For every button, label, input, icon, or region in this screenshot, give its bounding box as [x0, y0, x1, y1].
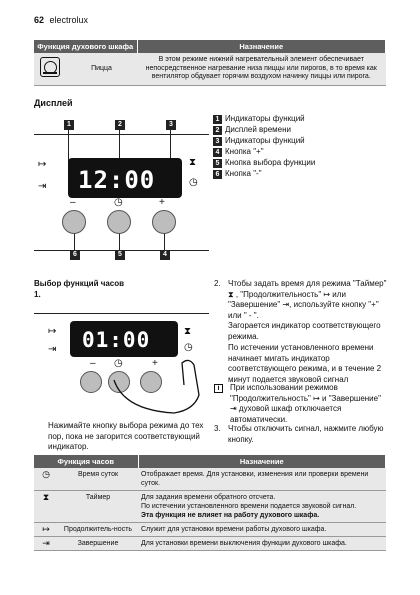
- minus-button[interactable]: [62, 210, 86, 234]
- timer-icon: ⧗: [34, 491, 58, 523]
- clock-function-table: [34, 455, 386, 551]
- step2-sub2: По истечении установленного времени начинает мигать индикатор соответствующего режима, и в течение 2 минут подается звуковой сигнал: [228, 343, 382, 384]
- function-select-button[interactable]: [107, 210, 131, 234]
- plus-button[interactable]: [152, 210, 176, 234]
- table-row: ⇥ Завершение Для установки времени выключения функции духового шкафа.: [34, 537, 386, 551]
- list-item: 2 Дисплей времени: [213, 125, 315, 135]
- table2-header-purpose: Назначение: [138, 455, 386, 468]
- callout-6: 6: [70, 250, 80, 260]
- pizza-icon: [40, 57, 60, 77]
- page-header: [34, 15, 88, 25]
- display-panel-diagram: [34, 112, 209, 262]
- step3-number: 3.: [214, 424, 221, 433]
- table2-header-function: Функция часов: [34, 455, 138, 468]
- clock-section-title: Выбор функций часов: [34, 279, 125, 288]
- clock-icon: ◷: [189, 177, 198, 188]
- duration-icon: ↦: [38, 159, 47, 170]
- list-item: 6 Кнопка "-": [213, 169, 315, 179]
- clock-select-icon: ◷: [114, 358, 123, 369]
- clock-select-icon: ◷: [114, 197, 123, 208]
- table-row: ◷ Время суток Отображает время. Для установки, изменения или проверки времени суток.: [34, 468, 386, 491]
- list-item: 4 Кнопка "+": [213, 147, 315, 157]
- timer-icon: ⧗: [189, 157, 197, 168]
- list-item: 1 Индикаторы функций: [213, 114, 315, 124]
- display-section-title: Дисплей: [34, 98, 73, 108]
- step2-number: 2.: [214, 279, 221, 288]
- page-number: 62: [34, 15, 45, 25]
- list-item: 3 Индикаторы функций: [213, 136, 315, 146]
- callout-1: 1: [64, 120, 74, 130]
- step2-text: Чтобы задать время для режима "Таймер" ⧗ , "Продолжительность" ↦ или "Завершение" ⇥, используйте кнопку "+" или " - ".: [228, 279, 387, 320]
- callout-3: 3: [166, 120, 176, 130]
- info-icon: i: [214, 383, 223, 394]
- time-display: [68, 158, 182, 198]
- plus-icon: +: [152, 358, 158, 369]
- clock-panel-diagram: [34, 305, 209, 415]
- callout-4: 4: [160, 250, 170, 260]
- callout-2: 2: [115, 120, 125, 130]
- timer-icon: ⧗: [184, 326, 192, 337]
- end-time-icon: ⇥: [48, 344, 57, 355]
- table-row: [34, 53, 386, 85]
- step1-caption: Нажимайте кнопку выбора режима до тех пор, пока не загорится соответствующий индикатор.: [48, 421, 204, 451]
- table1-header-function: Функция духового шкафа: [34, 40, 137, 53]
- display-legend: [213, 114, 315, 180]
- step3-text: Чтобы отключить сигнал, нажмите любую кнопку.: [228, 424, 384, 444]
- plus-icon: +: [159, 197, 165, 208]
- end-time-icon: ⇥: [34, 537, 58, 551]
- end-time-icon: ⇥: [38, 181, 47, 192]
- list-item: 5 Кнопка выбора функции: [213, 158, 315, 168]
- clock-display-value: 01:00: [82, 328, 151, 352]
- pizza-function-name: Пицца: [66, 53, 137, 85]
- clock-time-display: [70, 321, 178, 357]
- table1-header-purpose: Назначение: [137, 40, 386, 53]
- minus-icon: –: [90, 358, 96, 369]
- minus-icon: –: [70, 197, 76, 208]
- duration-icon: ↦: [48, 326, 57, 337]
- clock-icon: ◷: [184, 342, 193, 353]
- brand-name: electrolux: [49, 15, 89, 25]
- automatic-off-note: При использовании режимов "Продолжительность" ↦ и "Завершение" ⇥ духовой шкаф отключается автоматически.: [230, 383, 381, 424]
- pizza-description: В этом режиме нижний нагревательный элемент обеспечивает непосредственное нагревание низа пиццы или пирогов, в то время как вентилятор обдувает горячим воздухом начинку пиццы или пирога.: [137, 53, 386, 85]
- step2-sub1: Загорается индикатор соответствующего режима.: [228, 321, 381, 341]
- duration-icon: ↦: [34, 523, 58, 537]
- oven-function-table: [34, 40, 386, 86]
- table-row: ↦ Продолжитель-ность Служит для установки времени работы духового шкафа.: [34, 523, 386, 537]
- table-row: ⧗ Таймер Для задания времени обратного отсчета. По истечении установленного времени подается звуковой сигнал. Эта функция не влияет на работу духового шкафа.: [34, 491, 386, 523]
- time-display-value: 12:00: [78, 166, 156, 194]
- step1-number: 1.: [34, 290, 41, 299]
- hand-pressing-icon: [94, 355, 204, 415]
- callout-5: 5: [115, 250, 125, 260]
- time-of-day-icon: ◷: [34, 468, 58, 491]
